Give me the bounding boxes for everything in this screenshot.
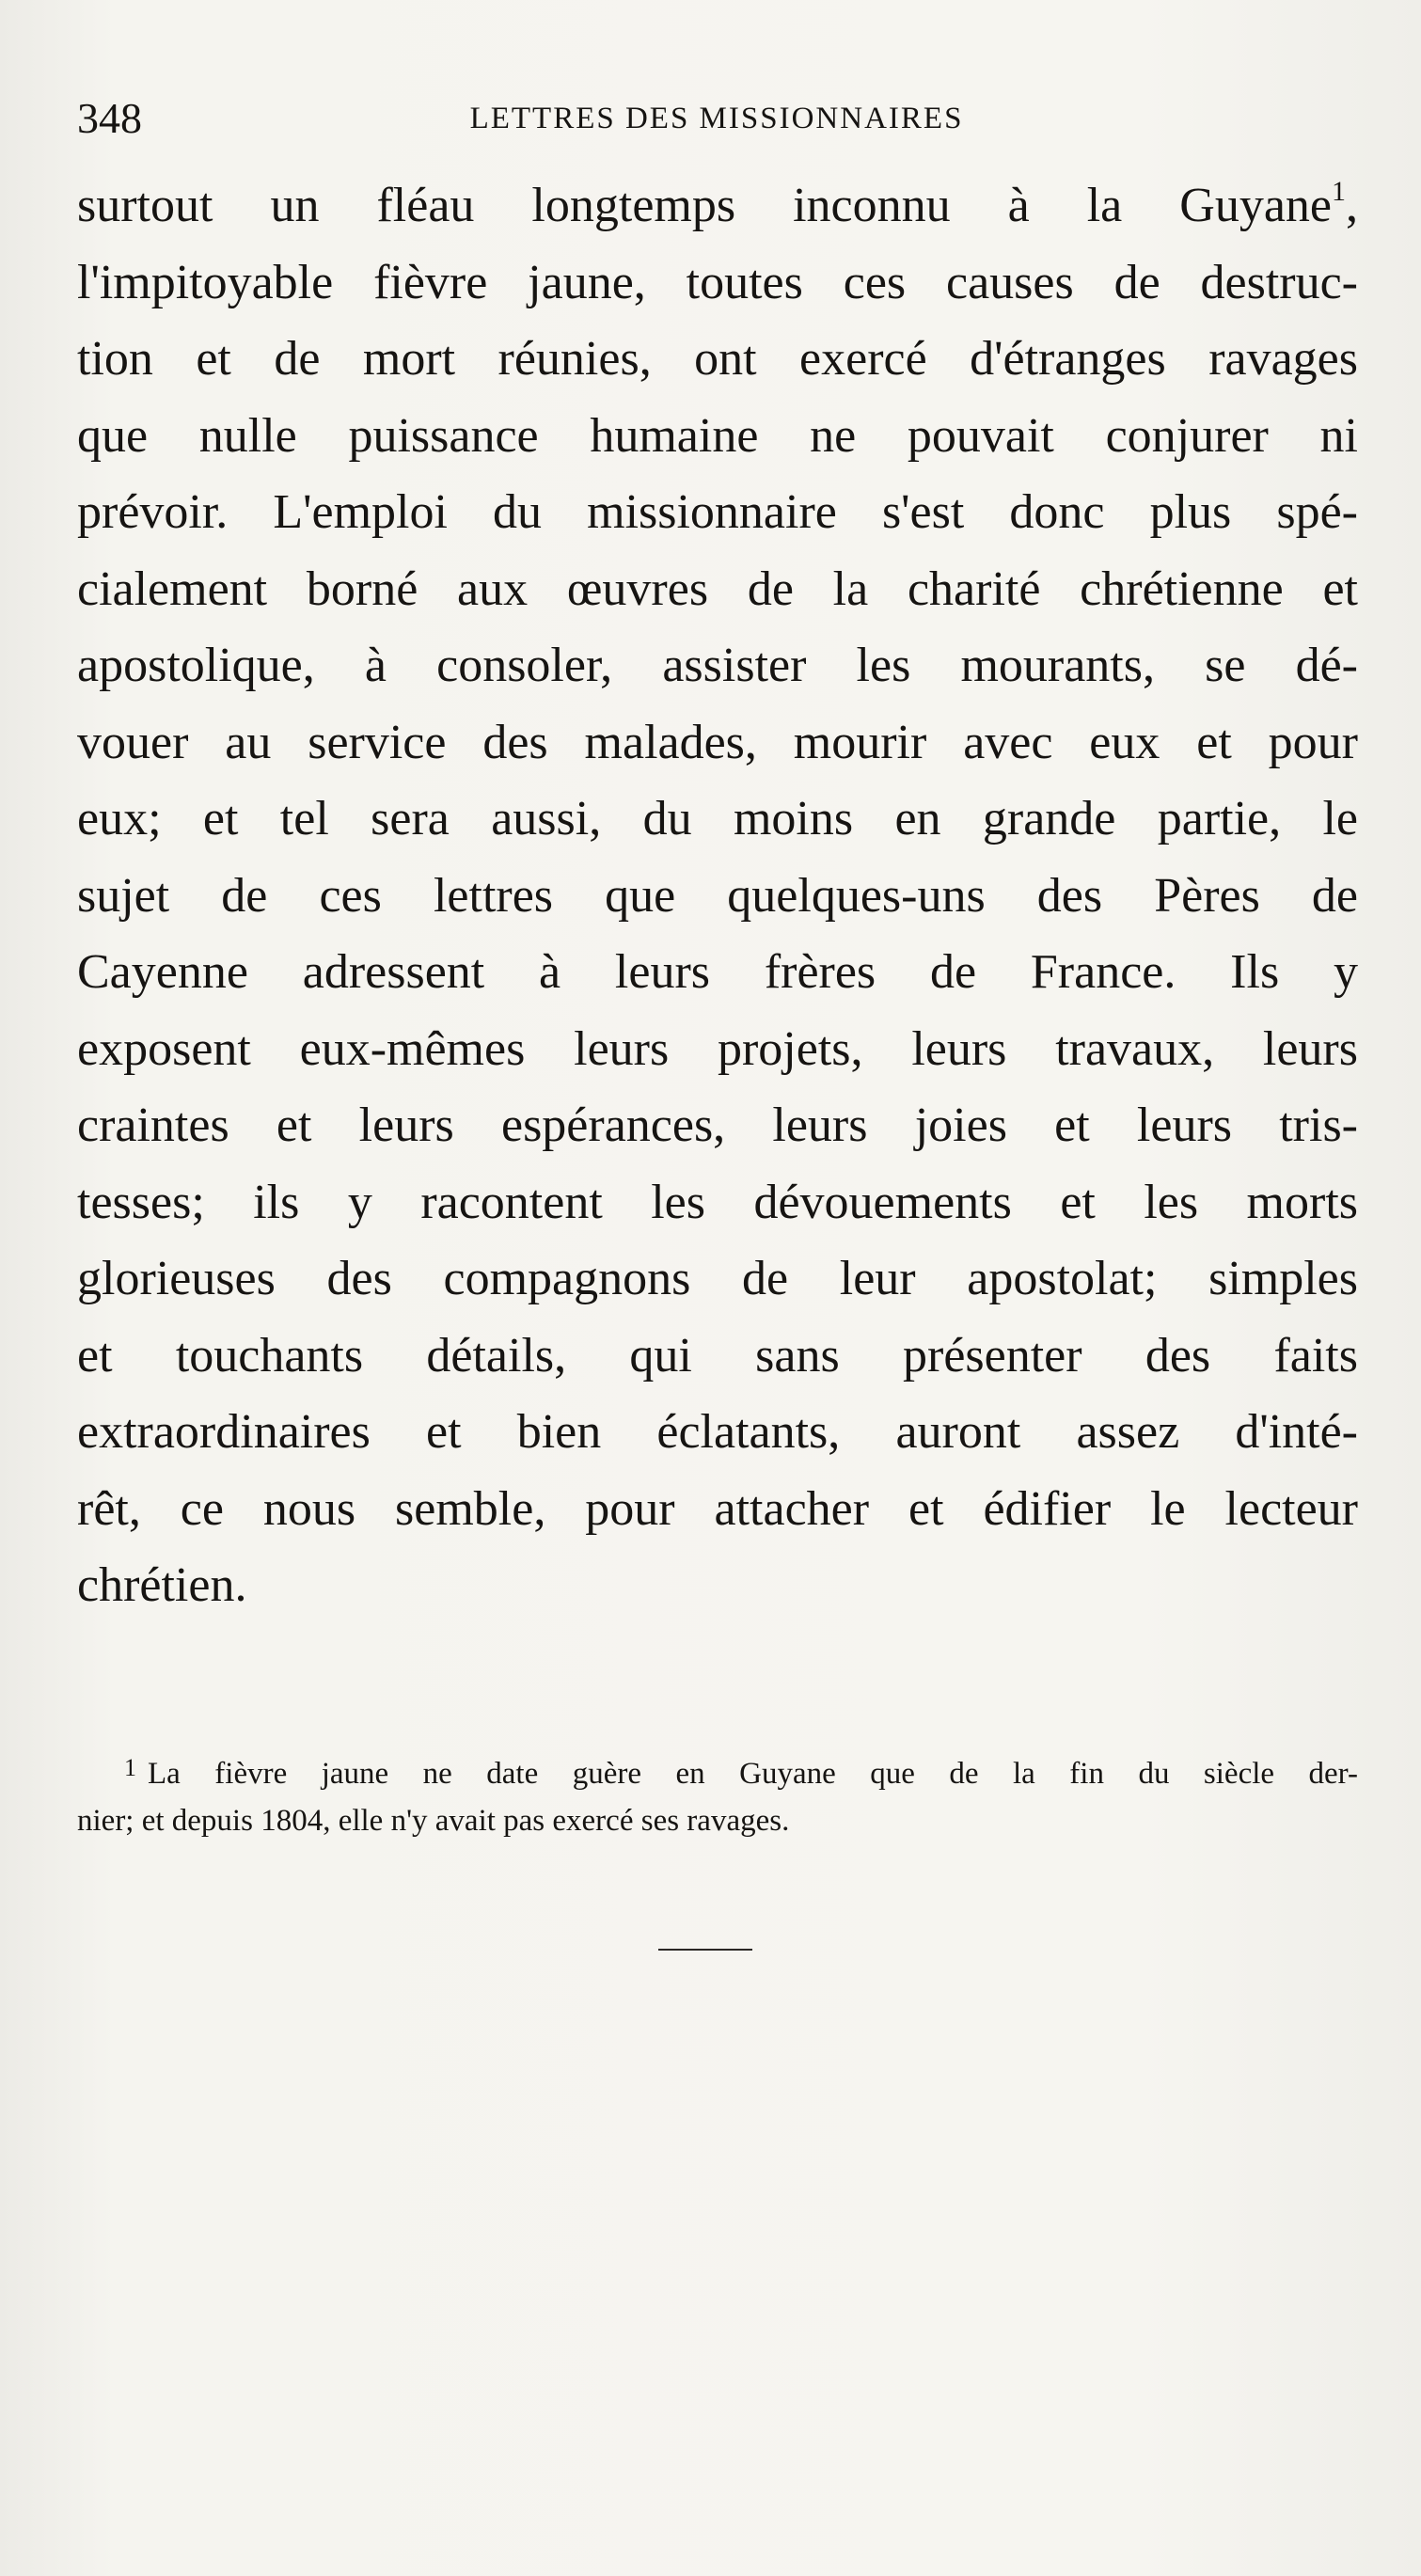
page-number: 348: [77, 94, 142, 142]
text-line: apostolique, à consoler, assister les mourants, se dé-: [77, 639, 1358, 692]
text-line: Cayenne adressent à leurs frères de France. Ils y: [77, 945, 1358, 999]
text-line: glorieuses des compagnons de leur apostolat; simples: [77, 1252, 1358, 1305]
text-line: prévoir. L'emploi du missionnaire s'est donc plus spé-: [77, 485, 1358, 539]
text-line: cialement borné aux œuvres de la charité chrétienne et: [77, 561, 1358, 616]
text-line: chrétien.: [77, 1558, 247, 1612]
footnote-line: $^1$ La fièvre jaune ne date guère en Guyane que de la fin du siècle der-: [124, 1754, 1358, 1791]
text-line: que nulle puissance humaine ne pouvait conjurer ni: [77, 408, 1358, 463]
text-line: vouer au service des malades, mourir avec eux et pour: [77, 715, 1358, 769]
text-line: surtout un fléau longtemps inconnu à la Guyane$^1$,: [77, 176, 1358, 232]
text-line: exposent eux-mêmes leurs projets, leurs travaux, leurs: [77, 1021, 1358, 1076]
footnote-reference: 1: [1332, 176, 1346, 207]
text-line: tesses; ils y racontent les dévouements et les morts: [77, 1175, 1358, 1229]
footnote: [77, 1742, 1358, 1847]
text-line: et touchants détails, qui sans présenter des faits: [77, 1328, 1358, 1383]
text-line: extraordinaires et bien éclatants, auront assez d'inté-: [77, 1405, 1358, 1459]
text-line: craintes et leurs espérances, leurs joies et leurs tris-: [77, 1098, 1358, 1152]
text-line: tion et de mort réunies, ont exercé d'étranges ravages: [77, 332, 1358, 386]
footnote-marker: 1: [124, 1754, 136, 1781]
footnote-line: nier; et depuis 1804, elle n'y avait pas exercé ses ravages.: [77, 1804, 790, 1838]
text-line: l'impitoyable fièvre jaune, toutes ces causes de destruc-: [77, 255, 1358, 309]
page-header: [77, 90, 1356, 147]
running-title: LETTRES DES MISSIONNAIRES: [469, 102, 964, 135]
text-line: rêt, ce nous semble, pour attacher et édifier le lecteur: [77, 1481, 1358, 1536]
text-line: sujet de ces lettres que quelques-uns des Pères de: [77, 868, 1358, 923]
body-text: [77, 167, 1358, 1624]
text-line: eux; et tel sera aussi, du moins en grande partie, le: [77, 792, 1358, 845]
section-divider: [658, 1949, 752, 1951]
